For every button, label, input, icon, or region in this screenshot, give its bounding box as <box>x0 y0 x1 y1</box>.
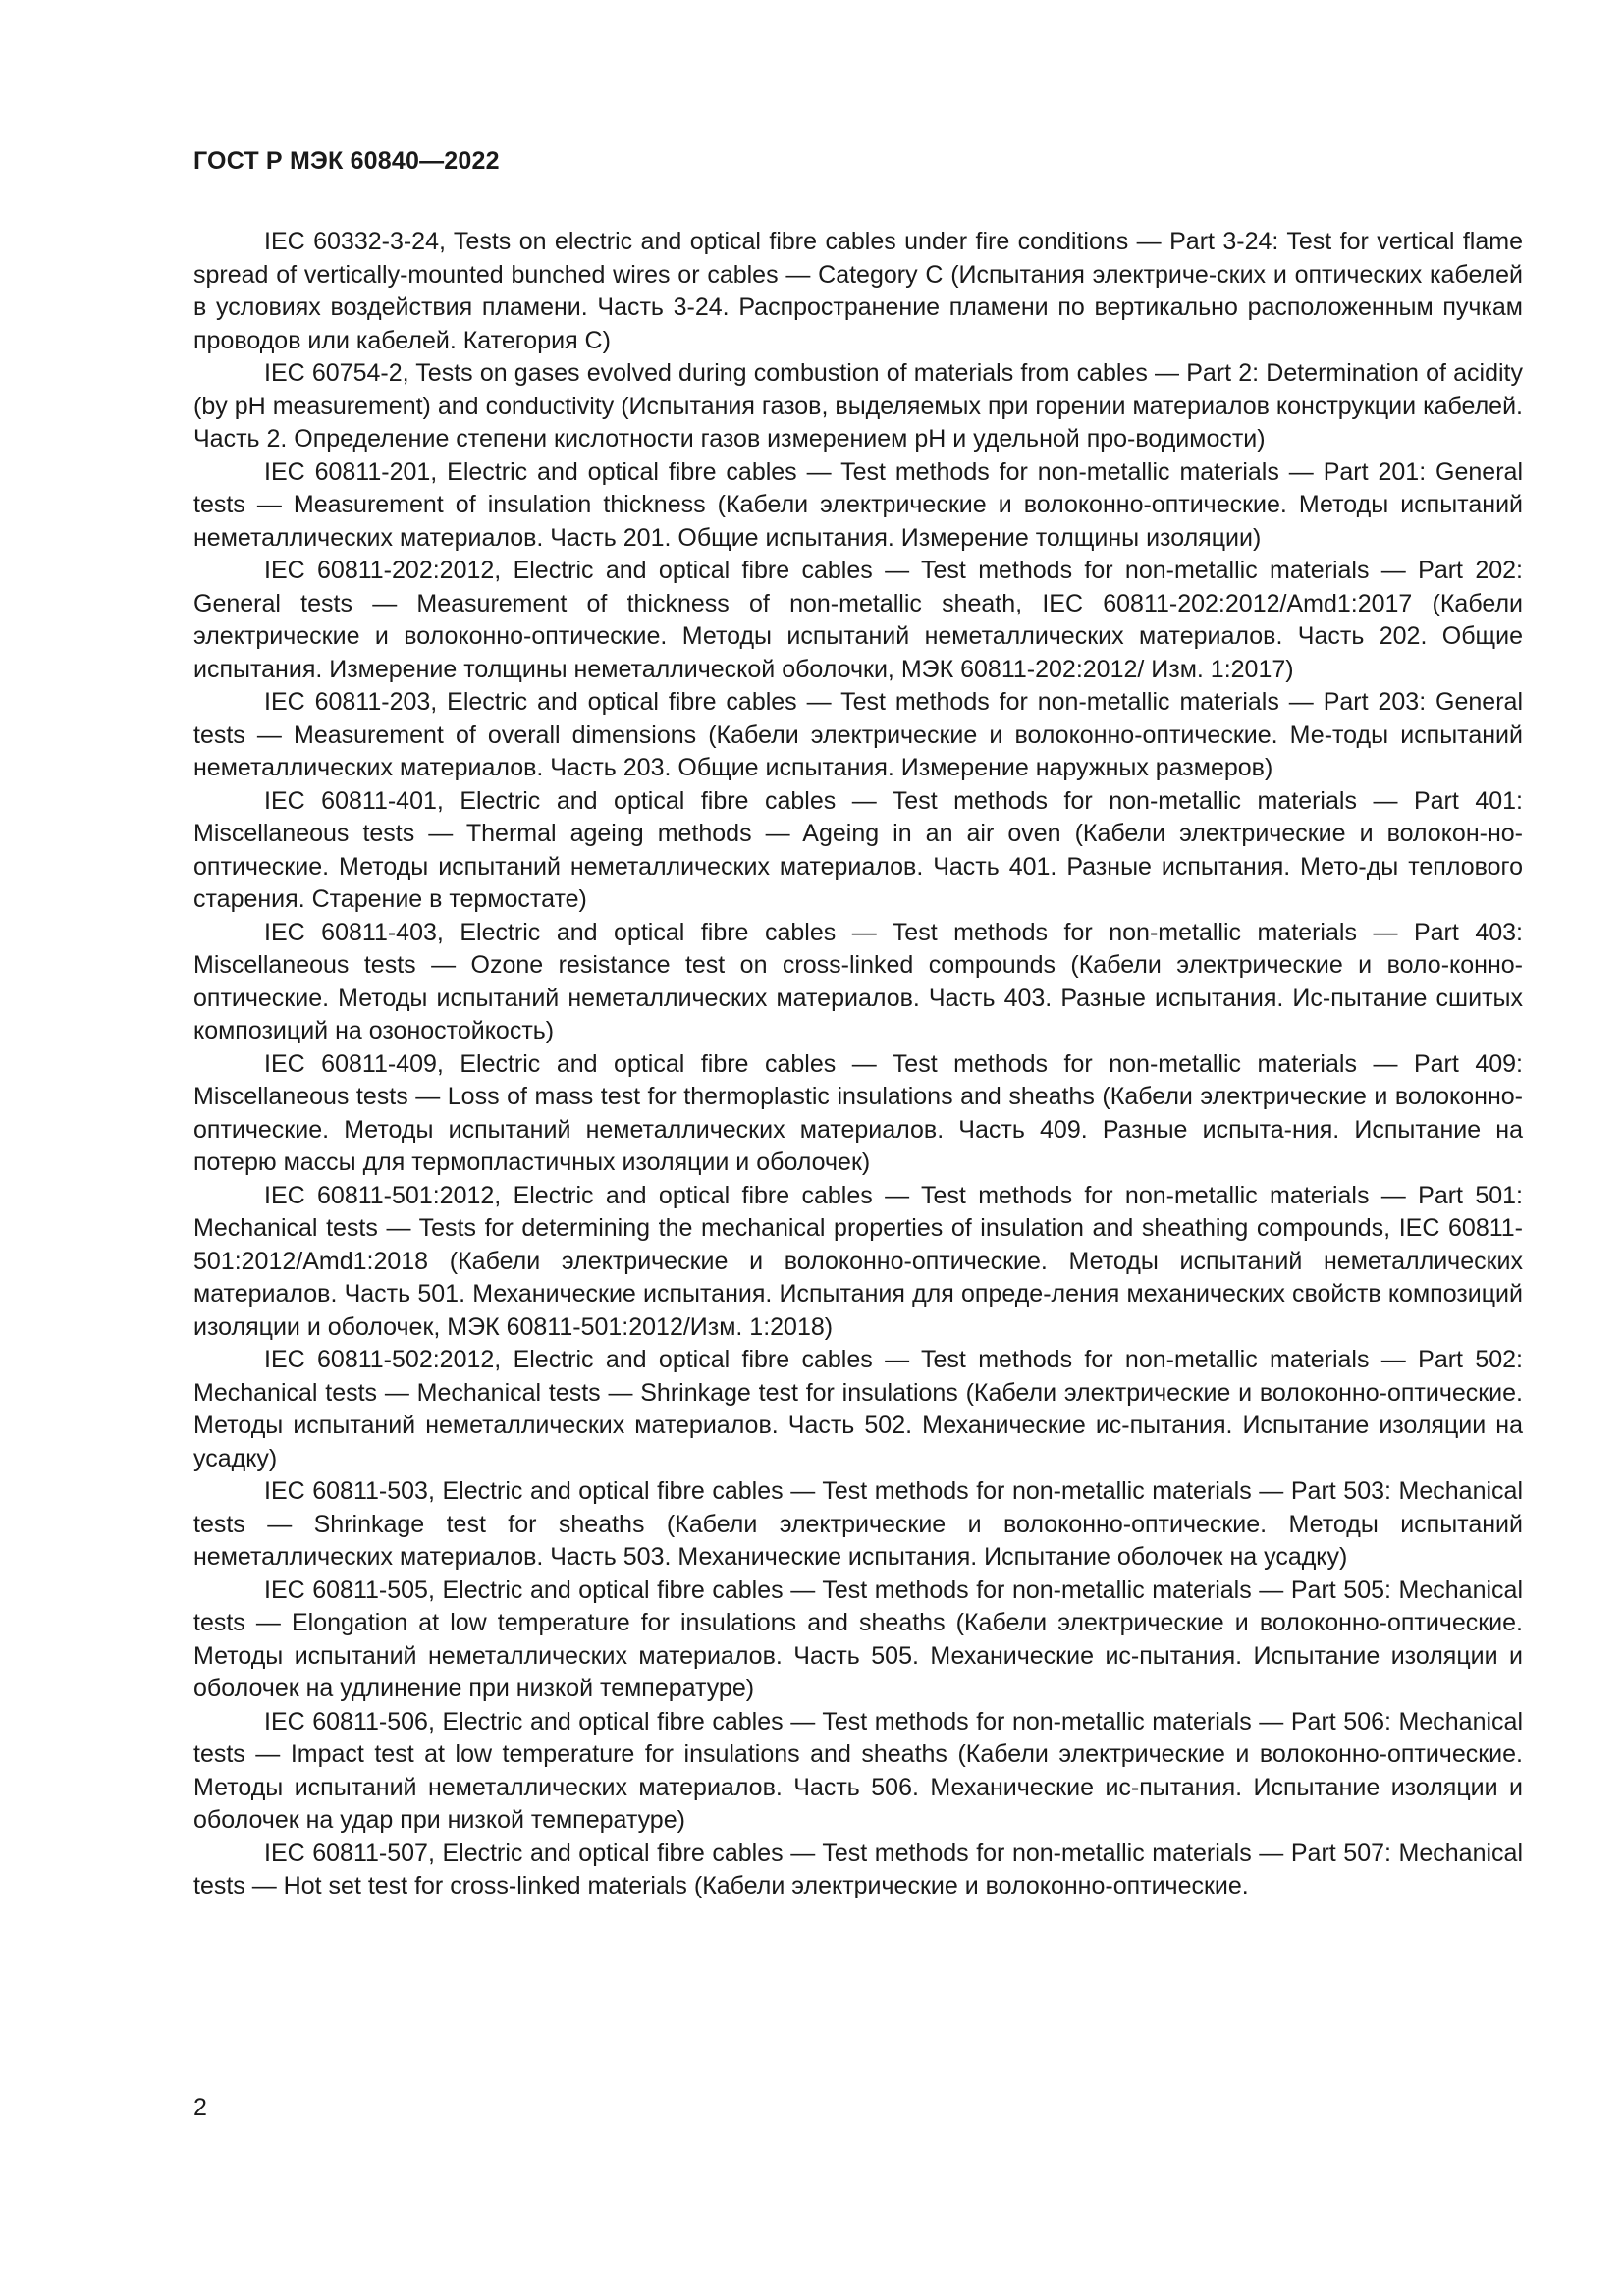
reference-entry: IEC 60811-502:2012, Electric and optical fibre cables — Test methods for non-metallic materials — Part 502: Mechanical tests — Mechanical tests — Shrinkage test for insulations (Кабели электрические и волоконно-оптические. Методы испытаний неметаллических материалов. Часть 502. Механические ис-пытания. Испытание изоляции на усадку) <box>193 1346 1523 1472</box>
reference-entry: IEC 60811-201, Electric and optical fibre cables — Test methods for non-metallic materials — Part 201: General tests — Measurement of insulation thickness (Кабели электрические и волоконно-оптические. Методы испытаний неметаллических материалов. Часть 201. Общие испытания. Измерение толщины изоляции) <box>193 457 1523 552</box>
reference-entry: IEC 60811-503, Electric and optical fibre cables — Test methods for non-metallic materials — Part 503: Mechanical tests — Shrinkage test for sheaths (Кабели электрические и волоконно-оптические. Методы испытаний неметаллических материалов. Часть 503. Механические испытания. Испытание оболочек на усадку) <box>193 1477 1523 1571</box>
reference-entry: IEC 60811-401, Electric and optical fibre cables — Test methods for non-metallic materials — Part 401: Miscellaneous tests — Thermal ageing methods — Ageing in an air oven (Кабели электрические и волокон-но-оптические. Методы испытаний неметаллических материалов. Часть 401. Разные испытания. Мето-ды теплового старения. Старение в термостате) <box>193 786 1523 913</box>
reference-entry: IEC 60811-202:2012, Electric and optical fibre cables — Test methods for non-metallic materials — Part 202: General tests — Measurement of thickness of non-metallic sheath, IEC 60811-202:2012/Amd1:2017 (Кабели электрические и волоконно-оптические. Методы испытаний неметаллических материалов. Часть 202. Общие испытания. Измерение толщины неметаллической оболочки, МЭК 60811-202:2012/ Изм. 1:2017) <box>193 557 1523 683</box>
page-number: 2 <box>193 2094 207 2121</box>
reference-entry: IEC 60811-203, Electric and optical fibre cables — Test methods for non-metallic materials — Part 203: General tests — Measurement of overall dimensions (Кабели электрические и волоконно-оптические. Ме-тоды испытаний неметаллических материалов. Часть 203. Общие испытания. Измерение наружных размеров) <box>193 688 1523 781</box>
reference-entry: IEC 60332-3-24, Tests on electric and optical fibre cables under fire conditions — Part 3-24: Test for vertical flame spread of vertically-mounted bunched wires or cables — Category C (Испытания электриче-ских и оптических кабелей в условиях воздействия пламени. Часть 3-24. Распространение пламени по вертикально расположенным пучкам проводов или кабелей. Категория C) <box>193 228 1523 354</box>
reference-entry: IEC 60754-2, Tests on gases evolved during combustion of materials from cables — Part 2: Determination of acidity (by pH measurement) and conductivity (Испытания газов, выделяемых при горении материалов конструкции кабелей. Часть 2. Определение степени кислотности газов измерением pH и удельной про-водимости) <box>193 359 1523 453</box>
reference-entry: IEC 60811-507, Electric and optical fibre cables — Test methods for non-metallic materials — Part 507: Mechanical tests — Hot set test for cross-linked materials (Кабели электрические и волоконно-оптические. <box>193 1839 1523 1899</box>
reference-entry: IEC 60811-506, Electric and optical fibre cables — Test methods for non-metallic materials — Part 506: Mechanical tests — Impact test at low temperature for insulations and sheaths (Кабели электрические и волоконно-оптические. Методы испытаний неметаллических материалов. Часть 506. Механические ис-пытания. Испытание изоляции и оболочек на удар при низкой температуре) <box>193 1707 1523 1834</box>
document-header-title: ГОСТ Р МЭК 60840—2022 <box>193 147 500 175</box>
reference-entry: IEC 60811-501:2012, Electric and optical fibre cables — Test methods for non-metallic materials — Part 501: Mechanical tests — Tests for determining the mechanical properties of insulation and sheathing compounds, IEC 60811-501:2012/Amd1:2018 (Кабели электрические и волоконно-оптические. Методы испытаний неметаллических материалов. Часть 501. Механические испытания. Испытания для опреде-ления механических свойств композиций изоляции и оболочек, МЭК 60811-501:2012/Изм. 1:2018) <box>193 1181 1523 1341</box>
references-list <box>193 226 1523 1903</box>
reference-entry: IEC 60811-505, Electric and optical fibre cables — Test methods for non-metallic materials — Part 505: Mechanical tests — Elongation at low temperature for insulations and sheaths (Кабели электрические и волоконно-оптические. Методы испытаний неметаллических материалов. Часть 505. Механические ис-пытания. Испытание изоляции и оболочек на удлинение при низкой температуре) <box>193 1575 1523 1702</box>
reference-entry: IEC 60811-409, Electric and optical fibre cables — Test methods for non-metallic materials — Part 409: Miscellaneous tests — Loss of mass test for thermoplastic insulations and sheaths (Кабели электрические и волоконно-оптические. Методы испытаний неметаллических материалов. Часть 409. Разные испыта-ния. Испытание на потерю массы для термопластичных изоляции и оболочек) <box>193 1049 1523 1176</box>
reference-entry: IEC 60811-403, Electric and optical fibre cables — Test methods for non-metallic materials — Part 403: Miscellaneous tests — Ozone resistance test on cross-linked compounds (Кабели электрические и воло-конно-оптические. Методы испытаний неметаллических материалов. Часть 403. Разные испытания. Ис-пытание сшитых композиций на озоностойкость) <box>193 918 1523 1044</box>
